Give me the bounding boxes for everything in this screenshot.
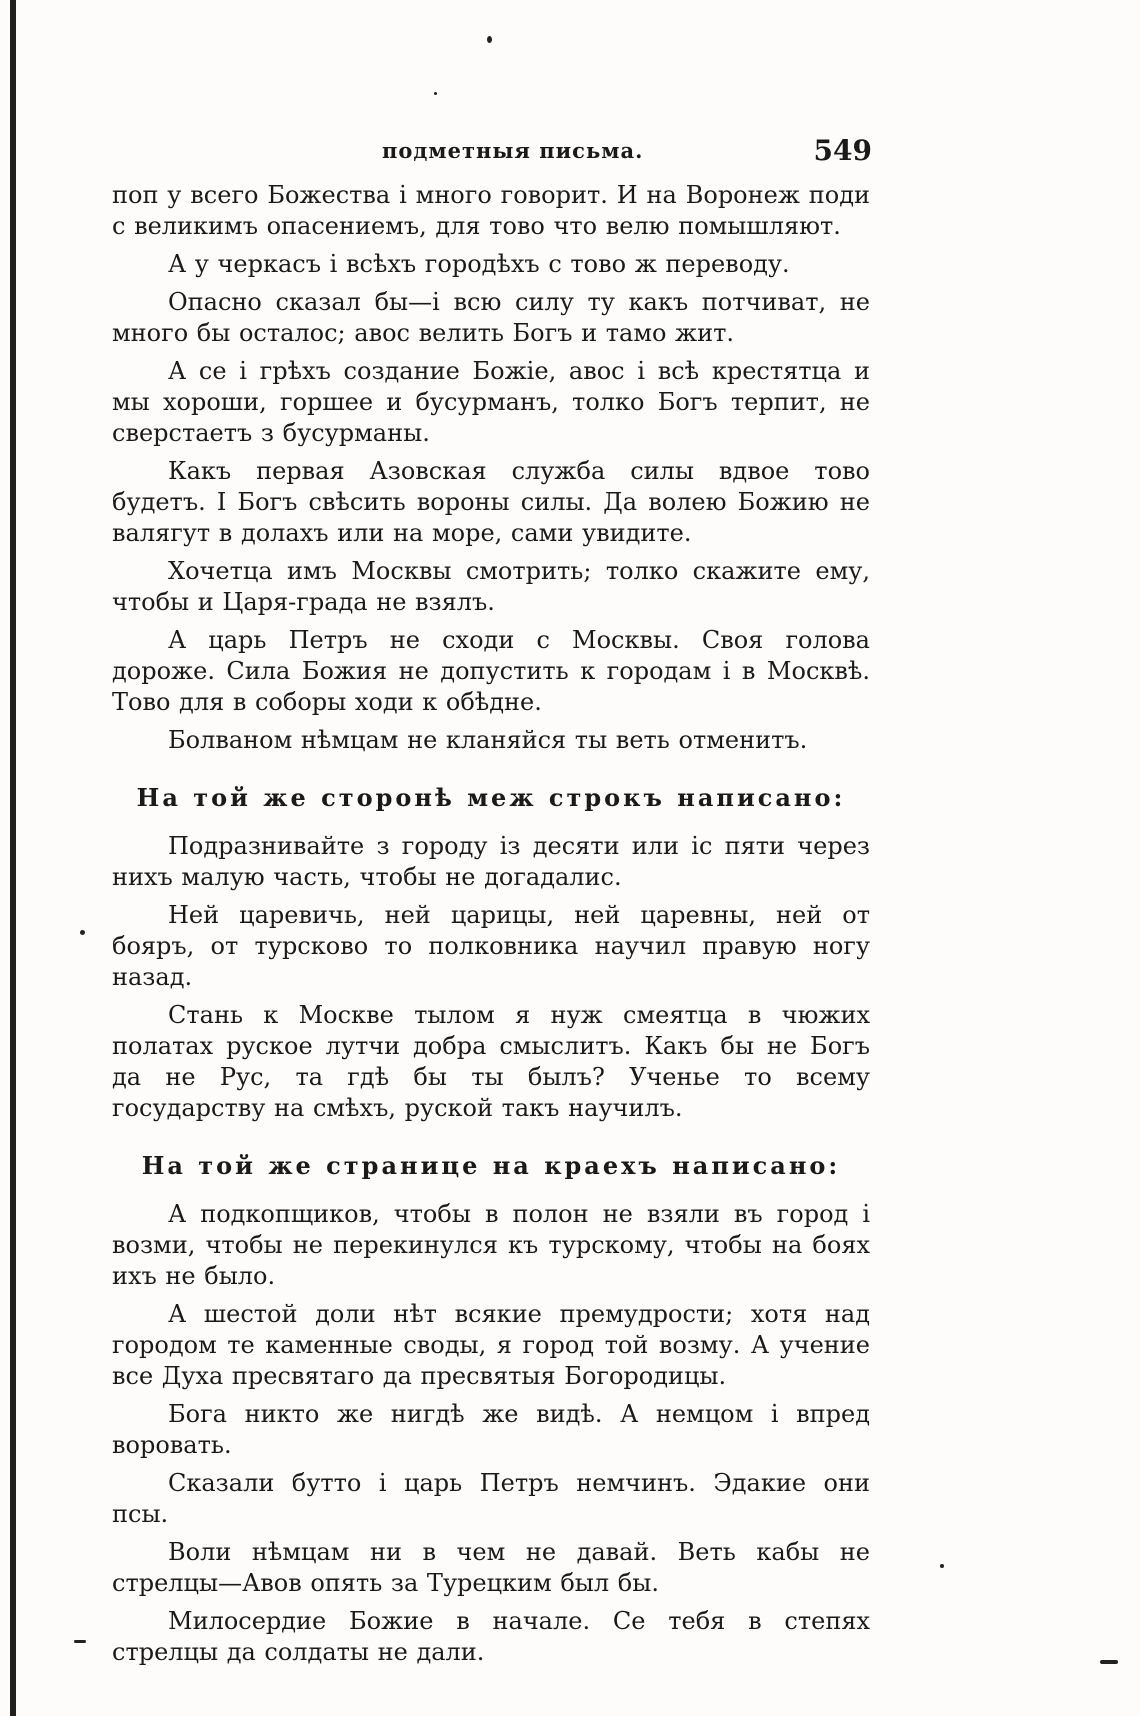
paragraph: Какъ первая Азовская служба силы вдвое тово будетъ. І Богъ свѣсить вороны силы. Да волею Божию не валягут в долахъ или на море, сами увидите. bbox=[112, 457, 870, 547]
paragraph: Стань к Москве тылом я нуж смеятца в чюжих полатах руское лутчи добра смыслитъ. Какъ бы не Богъ да не Рус, та гдѣ бы ты былъ? Ученье то всему государству на смѣхъ, руской такъ научилъ. bbox=[112, 1001, 870, 1122]
paragraph: А се і грѣхъ создание Божіе, авос і всѣ крестятца и мы хороши, горшее и бусурманъ, толко Богъ терпит, не сверстаетъ з бусурманы. bbox=[112, 357, 870, 447]
paragraph: Болваном нѣмцам не кланяйся ты веть отменитъ. bbox=[168, 726, 808, 754]
paragraph: Ней царевичь, ней царицы, ней царевны, ней от бояръ, от турсково то полковника научил правую ногу назад. bbox=[112, 901, 870, 991]
paragraph: А подкопщиков, чтобы в полон не взяли въ город і возми, чтобы не перекинулся къ турскому, чтобы на боях ихъ не было. bbox=[112, 1200, 870, 1290]
paragraph: Хочетца имъ Москвы смотрить; толко скажите ему, чтобы и Царя-града не взялъ. bbox=[112, 557, 870, 616]
scan-speck bbox=[940, 1564, 944, 1568]
running-head: подметныя письма. bbox=[382, 138, 644, 163]
paragraph: Милосердие Божие в начале. Се тебя в степях стрелцы да солдаты не дали. bbox=[112, 1607, 870, 1666]
section-heading: На той же странице на краехъ написано: bbox=[141, 1151, 841, 1180]
paragraph: Воли нѣмцам ни в чем не давай. Веть кабы не стрелцы—Авов опять за Турецким был бы. bbox=[112, 1538, 870, 1597]
paragraph: Подразнивайте з городу із десяти или іс пяти через нихъ малую часть, чтобы не догадалис. bbox=[112, 832, 870, 891]
paragraph: Опасно сказал бы—і всю силу ту какъ потчиват, не много бы осталос; авос велить Богъ и тамо жит. bbox=[112, 288, 870, 347]
paragraph: А у черкасъ і всѣхъ городѣхъ с тово ж переводу. bbox=[168, 250, 790, 278]
page-body bbox=[112, 180, 870, 1675]
scan-speck bbox=[80, 930, 85, 935]
paragraph: Бога никто же нигдѣ же видѣ. А немцом і впред воровать. bbox=[112, 1400, 870, 1459]
paragraph: поп у всего Божества і много говорит. И на Воронеж поди с великимъ опасениемъ, для тово что велю помышляют. bbox=[112, 181, 870, 240]
page-header bbox=[112, 134, 872, 168]
scan-speck bbox=[74, 1640, 86, 1643]
scan-speck bbox=[1100, 1660, 1118, 1664]
scan-speck bbox=[434, 92, 437, 95]
paragraph: Сказали бутто і царь Петръ немчинъ. Эдакие они псы. bbox=[112, 1469, 870, 1528]
paragraph: А царь Петръ не сходи с Москвы. Своя голова дороже. Сила Божия не допустить к городам і в Москвѣ. Тово для в соборы ходи к обѣдне. bbox=[112, 626, 870, 716]
scan-speck bbox=[487, 36, 492, 43]
paragraph: А шестой доли нѣт всякие премудрости; хотя над городом те каменные своды, я город той возму. А учение все Духа пресвятаго да пресвятыя Богородицы. bbox=[112, 1300, 870, 1390]
scan-edge-shadow bbox=[10, 0, 16, 1716]
section-heading: На той же сторонѣ меж строкъ написано: bbox=[136, 783, 846, 812]
page-number: 549 bbox=[813, 134, 872, 167]
